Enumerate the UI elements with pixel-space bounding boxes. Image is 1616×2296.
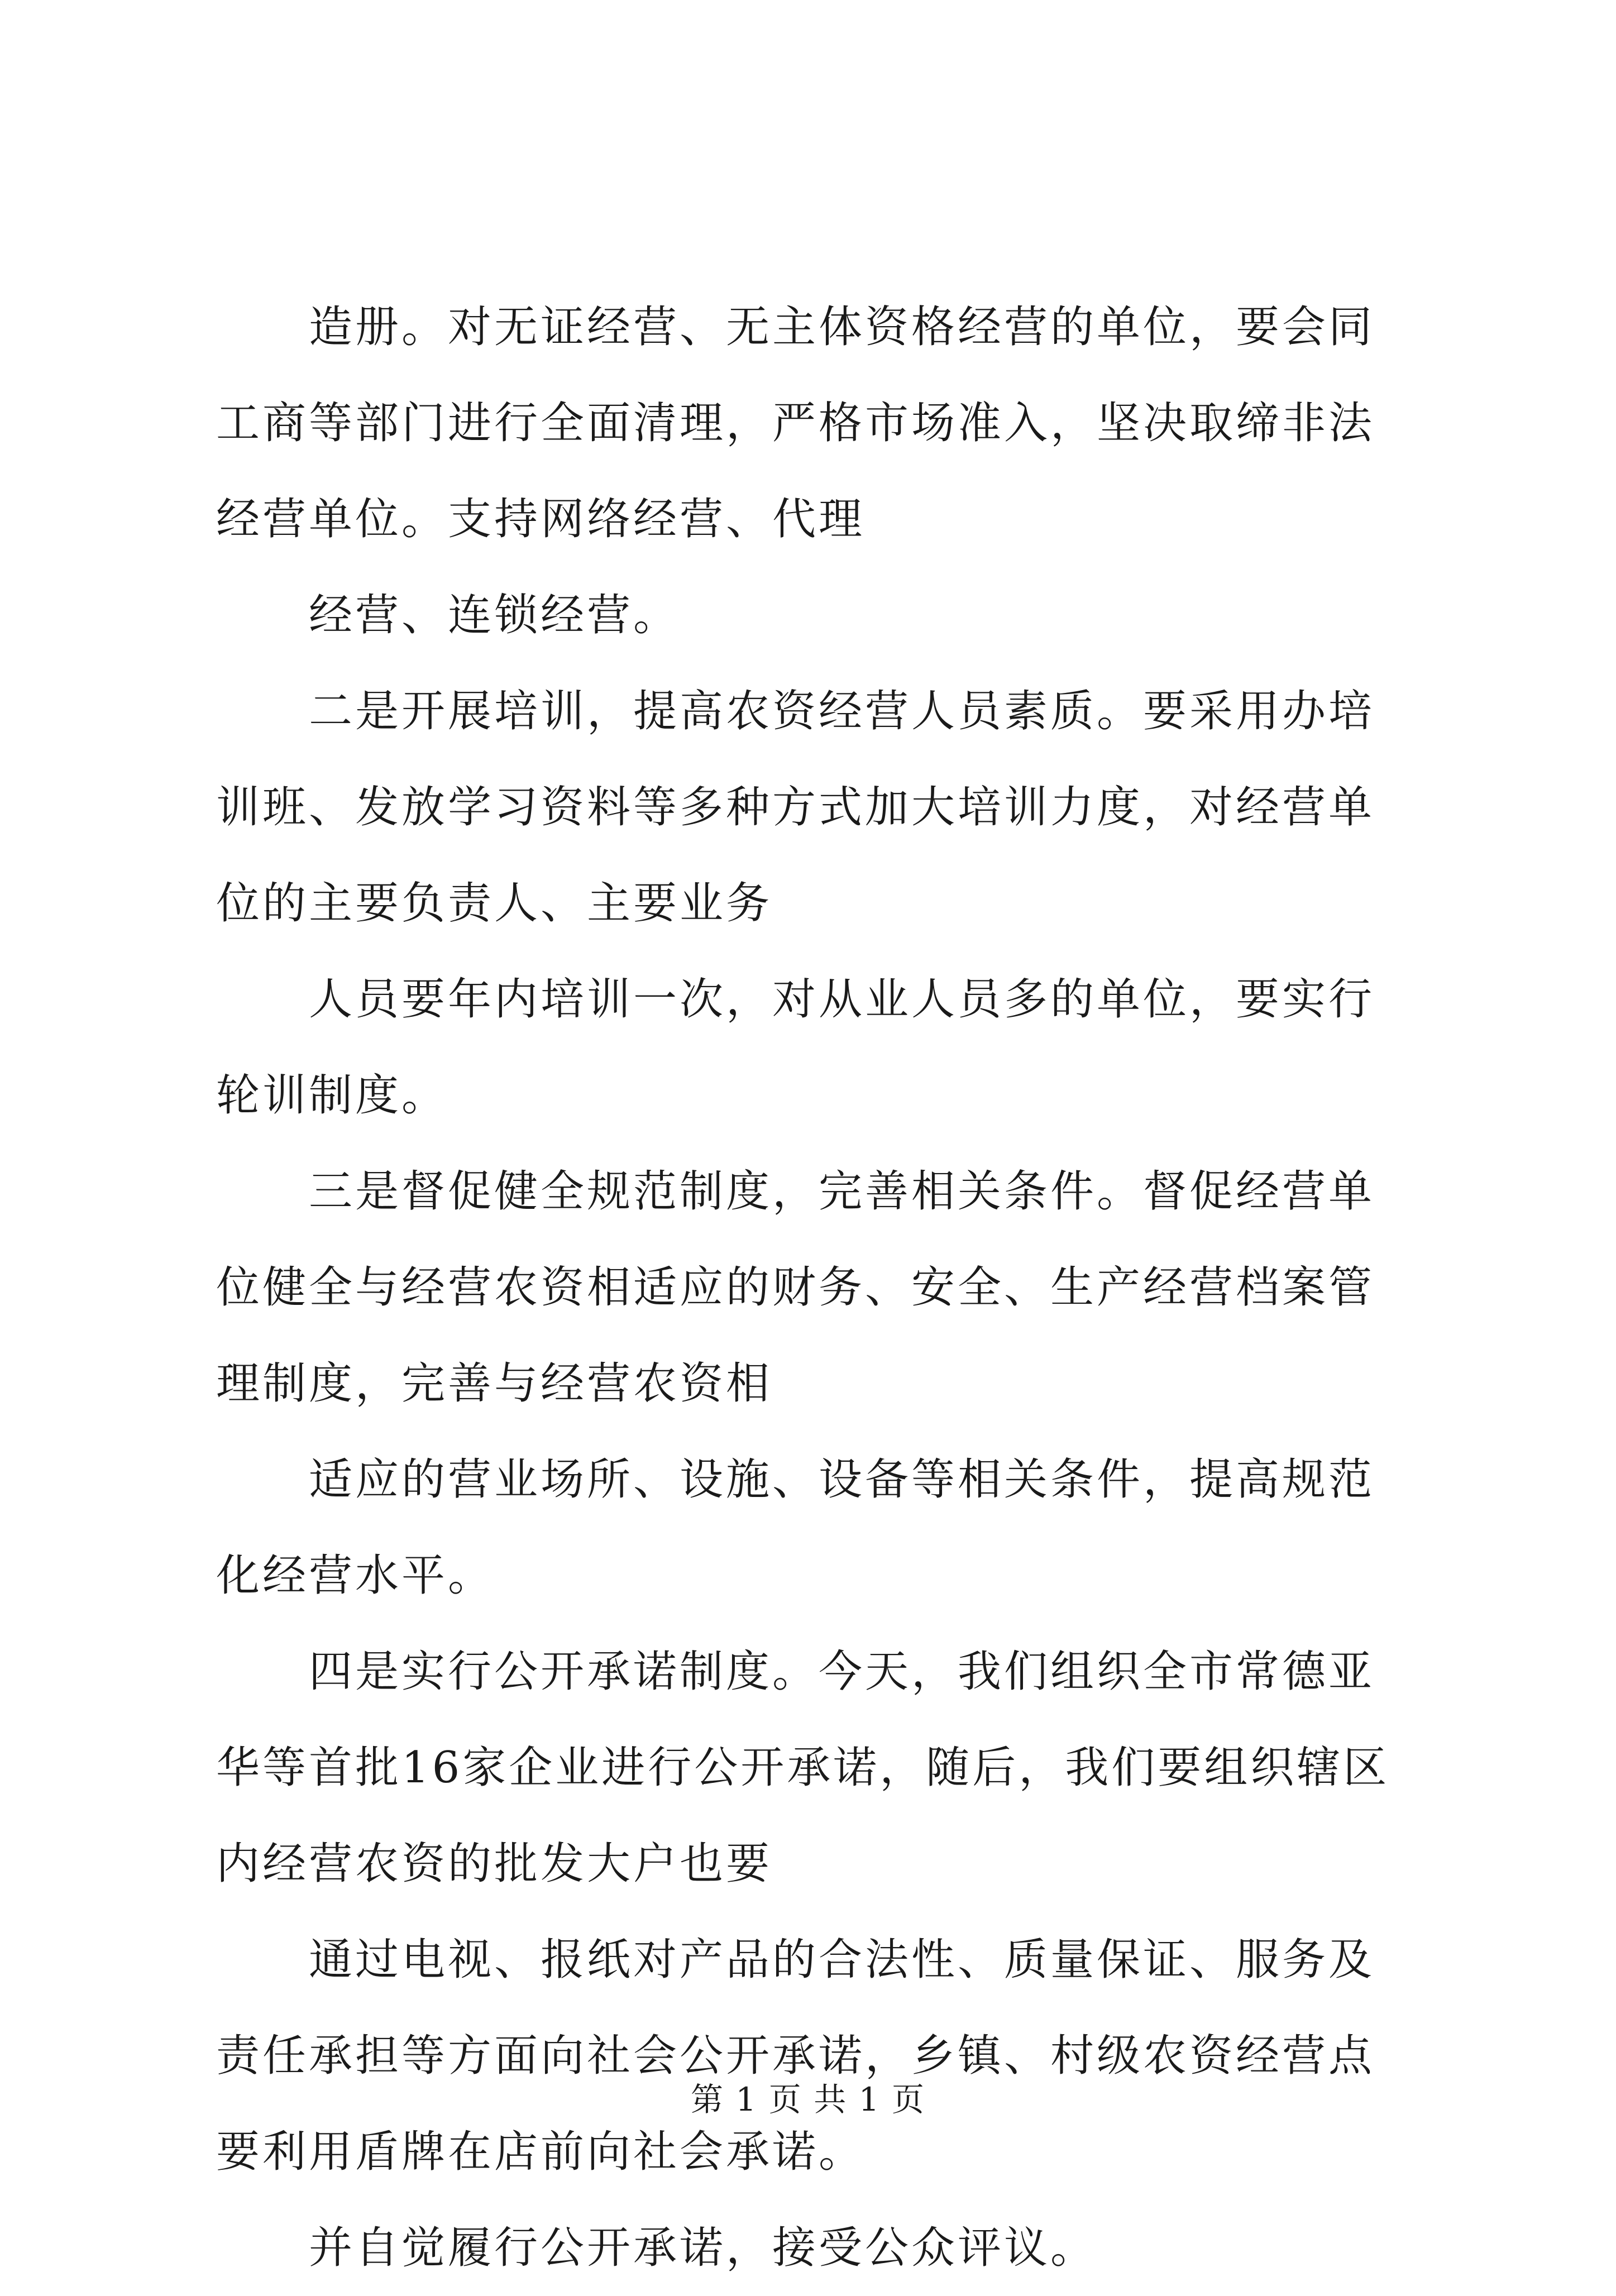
paragraph: 四是实行公开承诺制度。今天，我们组织全市常德亚华等首批16家企业进行公开承诺，随后，我们要组织辖区内经营农资的批发大户也要	[216, 1647, 1390, 1889]
paragraph: 通过电视、报纸对产品的合法性、质量保证、服务及责任承担等方面向社会公开承诺，乡镇、村级农资经营点要利用盾牌在店前向社会承诺。	[216, 1935, 1375, 2177]
paragraph: 人员要年内培训一次，对从业人员多的单位，要实行轮训制度。	[216, 974, 1375, 1121]
paragraph: 并自觉履行公开承诺，接受公众评议。	[309, 2223, 1097, 2273]
paragraph: 二是开展培训，提高农资经营人员素质。要采用办培训班、发放学习资料等多种方式加大培训力度，对经营单位的主要负责人、主要业务	[216, 686, 1375, 929]
page-number-footer: 第 1 页 共 1 页	[691, 2080, 925, 2118]
paragraph: 三是督促健全规范制度，完善相关条件。督促经营单位健全与经营农资相适应的财务、安全、生产经营档案管理制度，完善与经营农资相	[216, 1166, 1375, 1409]
paragraph: 经营、连锁经营。	[309, 590, 680, 640]
document-body	[216, 279, 1417, 2296]
paragraph: 适应的营业场所、设施、设备等相关条件，提高规范化经营水平。	[216, 1455, 1375, 1601]
paragraph: 造册。对无证经营、无主体资格经营的单位，要会同工商等部门进行全面清理，严格市场准入，坚决取缔非法经营单位。支持网络经营、代理	[216, 302, 1375, 544]
